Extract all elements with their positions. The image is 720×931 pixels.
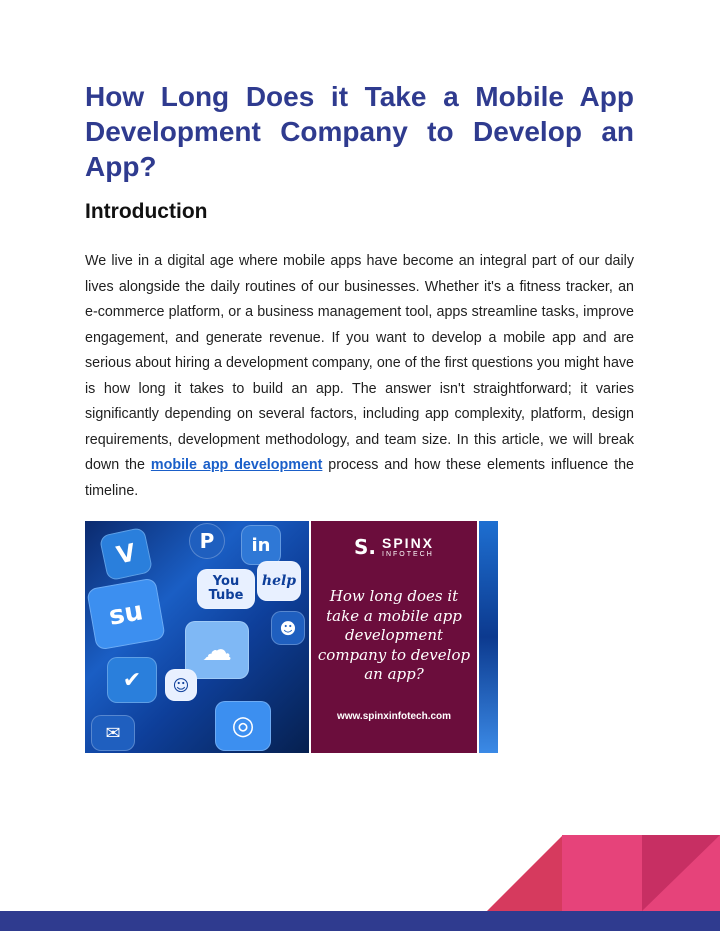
intro-text-tail: process and how these elements influence the timeline. <box>85 457 634 499</box>
intro-paragraph <box>85 249 634 504</box>
article-featured-image <box>85 521 498 753</box>
title-banner <box>309 521 477 753</box>
social-app-icons-collage <box>85 521 309 753</box>
pinterest-icon: P <box>189 523 225 559</box>
logo-name: SPINX <box>382 534 435 551</box>
linkedin-icon: in <box>241 525 281 565</box>
intro-text: We live in a digital age where mobile apps have become an integral part of our daily lives alongside the daily routines of our businesses. Whether it's a fitness tracker, an e-commerce platform, or a business management tool, apps streamline tasks, improve engagement, and generate revenue. If you want to develop a mobile app and are serious about hiring a development company, one of the first questions you might have is how long it takes to build an app. The answer isn't straightforward; it varies significantly depending on several factors, including app complexity, platform, design requirements, development methodology, and team size. In this article, we will break down the <box>85 253 634 473</box>
logo-subtitle: INFOTECH <box>382 550 434 558</box>
spinx-logo <box>311 535 477 559</box>
banner-question: How long does it take a mobile app development company to develop an app? <box>317 587 471 683</box>
vine-icon: V <box>99 527 154 582</box>
instagram-icon: ◎ <box>215 701 271 751</box>
banner-url: www.spinxinfotech.com <box>336 711 452 722</box>
side-icons-strip <box>477 521 498 753</box>
section-heading-introduction: Introduction <box>85 200 208 223</box>
corner-decoration-triangle <box>487 835 563 911</box>
footer-bar <box>0 911 720 931</box>
app-tile-icon: ✉ <box>91 715 135 751</box>
help-icon: help <box>257 561 301 601</box>
youtube-icon: You Tube <box>197 569 255 609</box>
page-title: How Long Does it Take a Mobile App Development Company to Develop an App? <box>85 81 634 182</box>
corner-decoration-shade <box>642 835 720 911</box>
chat-icon: ✔ <box>107 657 157 703</box>
bird-icon: ☻ <box>271 611 305 645</box>
smiley-icon: ☺ <box>165 669 197 701</box>
cloud-icon: ☁ <box>185 621 249 679</box>
spinx-logo-icon: S. <box>353 535 376 559</box>
mobile-app-development-link[interactable]: mobile app development <box>150 457 323 473</box>
stumbleupon-icon: su <box>86 577 166 650</box>
